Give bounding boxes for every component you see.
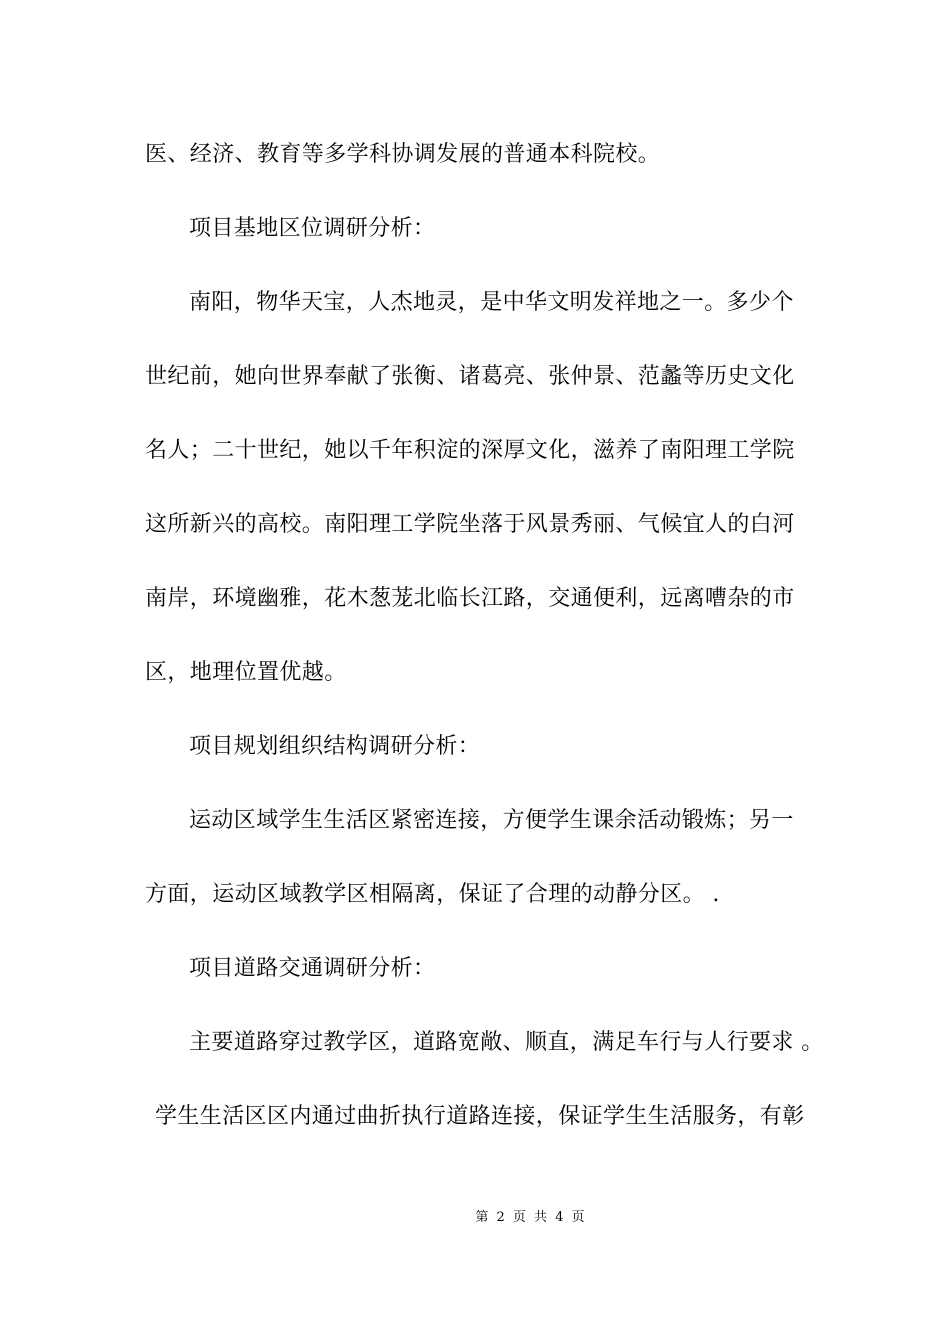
text-line: 医、经济、教育等多学科协调发展的普通本科院校。 xyxy=(145,142,661,167)
text-line: 学生生活区区内通过曲折执行道路连接，保证学生生活服务，有彰 xyxy=(155,1104,805,1129)
text-line: 运动区域学生生活区紧密连接，方便学生课余活动锻炼；另一 xyxy=(189,808,794,833)
section-heading-location: 项目基地区位调研分析： xyxy=(189,216,436,241)
text-line: 这所新兴的高校。南阳理工学院坐落于风景秀丽、气候宜人的白河 xyxy=(145,512,795,537)
section-heading-traffic: 项目道路交通调研分析： xyxy=(189,956,436,981)
text-line: 区，地理位置优越。 xyxy=(145,660,347,685)
section-heading-planning: 项目规划组织结构调研分析： xyxy=(189,734,481,759)
text-line: 世纪前，她向世界奉献了张衡、诸葛亮、张仲景、范蠡等历史文化 xyxy=(145,364,795,389)
text-line: 南岸，环境幽雅，花木葱茏北临长江路，交通便利，远离嘈杂的市 xyxy=(145,586,795,611)
text-line: 主要道路穿过教学区，道路宽敞、顺直，满足车行与人行要求 。 xyxy=(189,1030,824,1055)
text-line: 南阳，物华天宝，人杰地灵，是中华文明发祥地之一。多少个 xyxy=(189,290,794,315)
page-number-footer: 第 2 页 共 4 页 xyxy=(475,1210,585,1225)
text-line: 名人；二十世纪，她以千年积淀的深厚文化，滋养了南阳理工学院 xyxy=(145,438,795,463)
text-line: 方面，运动区域教学区相隔离，保证了合理的动静分区。 . xyxy=(145,882,720,907)
